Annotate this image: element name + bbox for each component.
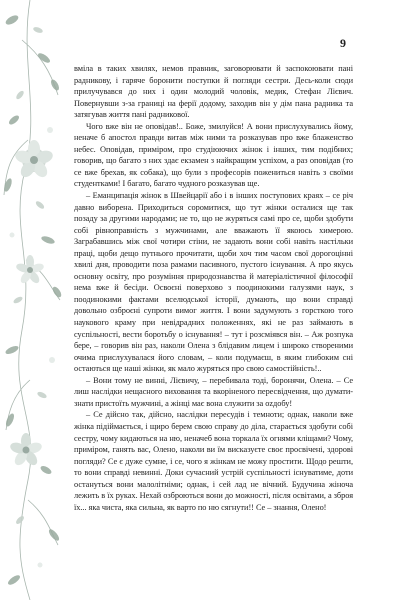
paragraph-3: – Еманципація жінок в Швейцарії або і в інших поступових краях – се річ давно виборена. Приходиться соромитися, що тут жінки осталися ще так позаду за другими народами; не то, що не журяться самі про се, щоби здобути собі рівноправність з мужчинами, але вважають її якоюсь химерою. Заграбавшись між свої чотири стіни, не задають вони собі навіть настільки праці, щоби дещо путнього прочитати, щоби хоч тим часом свої дорогоцінні хвилі дня, проводити поза рамами пасивного, пустого існування. А про якусь основну освіту, про розуміння природознавства й матеріалістичної філософії нема вже й бесіди. Освоєні поверхово з поодинокими галузями наук, з поодинокими фактами вселюдської історії, думають, що вони справді довольно озброєні супроти вимог життя. І вони задумують з горсткою того наукового краму при невідрадних положеннях, які не раз займають в суспільності, вести боротьбу о існування! – тут і розсміявся він. – Аж розпука бере, – говорив він раз, наколи Олена з блідавим лицем і широко створеними очима прислухувалася його словам, – коли подумаєш, в яким глибоким сні остаються ще наші жінки, як мало журяться про свою самостійність!..	[74, 191, 353, 374]
paragraph-2: Чого вже він не оповідав!.. Боже, змилуйся! А вони прислухувались йому, неначе б апостол правди витав між ними та розказував про вже блаженство небес. Оповідав, приміром, про студіюючих жінок і інших, тим подібних; говорив, що багато з них здає екзамен з найкращим успіхом, а раз оповідав (то се вже брехав, як собака), що були з професорів пожениться навіть з своїми студентками! І багато, багато чудного розказував ще.	[74, 121, 353, 189]
body-text	[74, 63, 353, 513]
paragraph-4: – Вони тому не винні, Лієвичу, – перебивала тоді, боронячи, Олена. – Се лиш наслідки нещасного виховання та вкоріненого пересвідчення, що думати-знати пристоїть мужчині, а жінці має вона служити за ozдобу!	[74, 375, 353, 408]
floral-border-decoration	[0, 0, 72, 600]
page-number: 9	[340, 36, 346, 50]
paragraph-5: – Се дійсно так, дійсно, наслідки пересудів і темноти; однак, наколи вже жінка підіймається, і щиро берем свою справу до діла, старається здобути собі сестру, чому кидаються на ню, неначеб вона торкала їх огнями кліщами? Чому, приміром, ганять вас, Олено, наколи ви їм висказуєте своє просвічені, здорові погляди? Се є дуже сумне, і се, чого я жінкам не можу простити. Щодо решти, то вони справді невинні. Доки сучасний устрій суспільності існуватиме, доти остануться вони малолітніми; однак, і сей лад не вічний. Будучина жіноча лежить в їх руках. Нехай озброються вони до можності, після освітами, а зброя їх... яка чиста, яка сильна, як варто по ню сягнути!! Се – знання, Олено!	[74, 410, 353, 512]
paragraph-1: вміла в таких хвилях, немов правник, заговорювати й заспокоювати пані радникову, і гаряче боронити поступки й погляди сестри. Десь-коли сюди прилучувався до них і один молодий чоловік, медик, Стефан Лієвич. Повернувши з-за границі на ферії додому, заходив він у дім пана радника та затягував життя пані радникової.	[74, 64, 353, 120]
